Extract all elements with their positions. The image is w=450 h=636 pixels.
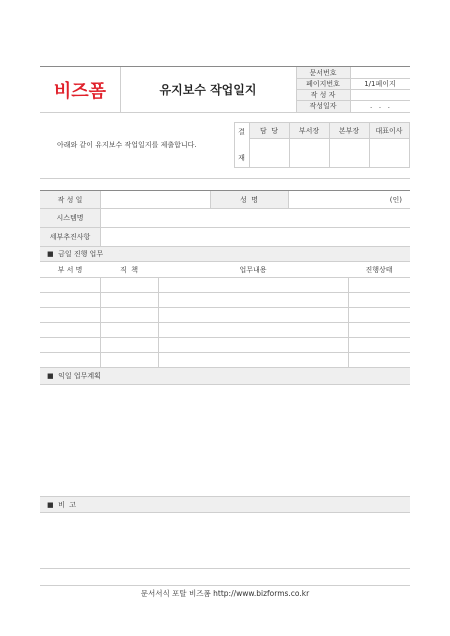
approval-label-top: 결 xyxy=(238,128,245,136)
date-field[interactable] xyxy=(101,191,210,208)
meta-label-date: 작성일자 xyxy=(309,102,337,110)
meta-value-date[interactable]: . . . xyxy=(369,102,391,110)
name-label: 성 명 xyxy=(240,195,258,204)
today-section-title: ■ 금일 진행 업무 xyxy=(40,246,410,261)
approval-sign-staff[interactable] xyxy=(250,139,289,167)
approval-col-dept-head: 부서장 xyxy=(298,126,320,135)
logo: 비즈폼 xyxy=(53,80,107,102)
seal-mark: (인) xyxy=(389,195,402,204)
tomorrow-section-title: ■ 익일 업무계획 xyxy=(40,368,410,384)
document-title: 유지보수 작업일지 xyxy=(159,83,257,97)
approval-sign-dept-head[interactable] xyxy=(290,139,329,167)
today-col-status: 진행상태 xyxy=(365,265,393,274)
system-label: 시스템명 xyxy=(56,214,84,222)
today-col-department: 부 서 명 xyxy=(57,265,83,274)
date-label: 작 성 일 xyxy=(57,195,83,204)
approval-sign-division-head[interactable] xyxy=(330,139,369,167)
tomorrow-plan-field[interactable] xyxy=(40,385,410,496)
today-table-body[interactable] xyxy=(40,278,410,367)
detail-field[interactable] xyxy=(101,228,410,246)
today-col-task: 업무내용 xyxy=(239,265,267,274)
meta-value-doc-number[interactable] xyxy=(350,67,410,78)
approval-label-bottom: 재 xyxy=(238,154,245,162)
approval-col-ceo: 대표이사 xyxy=(375,126,403,135)
intro-bottom-rule xyxy=(40,178,410,179)
approval-sign-ceo[interactable] xyxy=(370,139,409,167)
approval-col-division-head: 본부장 xyxy=(338,126,360,135)
approval-col-staff: 담 당 xyxy=(260,126,278,135)
footer-text: 문서서식 포탈 비즈폼 http://www.bizforms.co.kr xyxy=(140,588,310,598)
detail-label: 세부추진사항 xyxy=(49,233,91,241)
system-field[interactable] xyxy=(101,209,410,227)
intro-text: 아래와 같이 유지보수 작업일지를 제출합니다. xyxy=(57,141,197,149)
header-bottom-rule xyxy=(40,112,410,113)
remarks-section-title: ■ 비 고 xyxy=(40,496,410,512)
meta-label-doc-number: 문서번호 xyxy=(309,68,337,77)
meta-value-author[interactable] xyxy=(350,89,410,100)
meta-value-page-number[interactable]: 1/1페이지 xyxy=(364,79,396,88)
meta-label-author: 작 성 자 xyxy=(310,90,336,99)
remarks-field[interactable] xyxy=(40,513,410,568)
today-col-position: 직 책 xyxy=(120,265,138,274)
meta-label-page-number: 페이지번호 xyxy=(306,79,340,88)
